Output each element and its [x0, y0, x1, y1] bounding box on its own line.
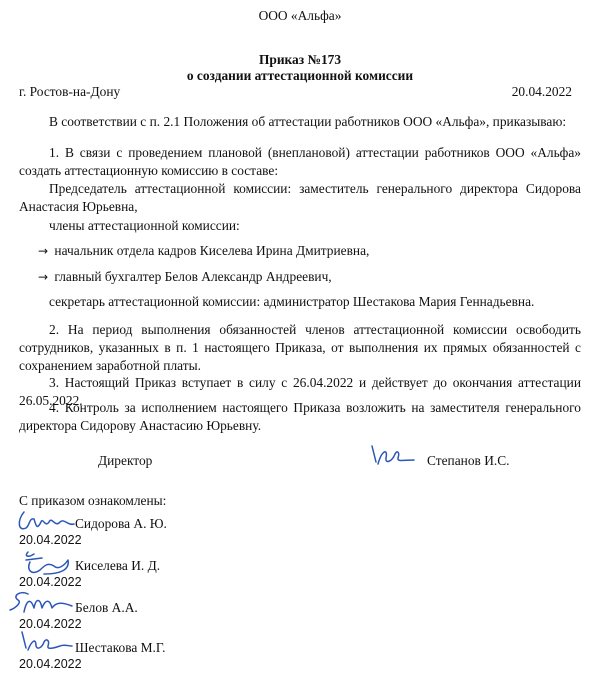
organization-name: ООО «Альфа» [258, 8, 342, 23]
director-position: Директор [98, 453, 153, 468]
acknowledger-name: Киселева И. Д. [75, 558, 161, 573]
acknowledger-date: 20.04.2022 [19, 657, 82, 671]
chairman: Председатель аттестационной комиссии: заместитель генерального директора Сидорова Анастасия Юрьевна, [19, 181, 581, 214]
secretary: секретарь аттестационной комиссии: администратор Шестакова Мария Геннадьевна. [49, 294, 535, 309]
director-signature-icon [368, 440, 418, 470]
members-label: члены аттестационной комиссии: [49, 218, 240, 233]
acknowledger-date: 20.04.2022 [19, 533, 82, 547]
city: г. Ростов-на-Дону [19, 84, 121, 99]
acknowledgement-heading: С приказом ознакомлены: [19, 493, 167, 508]
director-name: Степанов И.С. [427, 453, 510, 468]
acknowledger-date: 20.04.2022 [19, 617, 82, 631]
preamble: В соответствии с п. 2.1 Положения об аттестации работников ООО «Альфа», приказываю: [49, 114, 567, 129]
arrow-bullet-icon: → [38, 244, 49, 258]
member-item [38, 269, 332, 285]
acknowledger-name: Сидорова А. Ю. [75, 516, 167, 531]
acknowledger-name: Белов А.А. [75, 600, 138, 615]
item-1: 1. В связи с проведением плановой (внеплановой) аттестации работников ООО «Альфа» создать аттестационную комиссию в составе: [19, 145, 581, 178]
item-3: 3. Настоящий Приказ вступает в силу с 26.04.2022 и действует до окончания аттестации 26.05.2022. [19, 375, 581, 408]
item-2: 2. На период выполнения обязанностей членов аттестационной комиссии освободить сотрудников, указанных в п. 1 настоящего Приказа, от выполнения их прямых обязанностей с сохранением заработной платы. [19, 322, 581, 373]
member-text: главный бухгалтер Белов Александр Андреевич, [54, 269, 332, 284]
item-4: 4. Контроль за исполнением настоящего Приказа возложить на заместителя генерального директора Сидорову Анастасию Юрьевну. [19, 400, 581, 433]
member-item [38, 243, 369, 259]
member-text: начальник отдела кадров Киселева Ирина Дмитриевна, [54, 243, 370, 258]
arrow-bullet-icon: → [38, 270, 49, 284]
order-subtitle: о создании аттестационной комиссии [186, 68, 414, 83]
signature-icon [8, 588, 76, 618]
signature-icon [14, 508, 76, 536]
acknowledger-date: 20.04.2022 [19, 575, 82, 589]
order-date: 20.04.2022 [511, 84, 572, 99]
order-title: Приказ №173 [258, 52, 342, 67]
signature-icon [16, 628, 76, 654]
acknowledger-name: Шестакова М.Г. [75, 640, 166, 655]
